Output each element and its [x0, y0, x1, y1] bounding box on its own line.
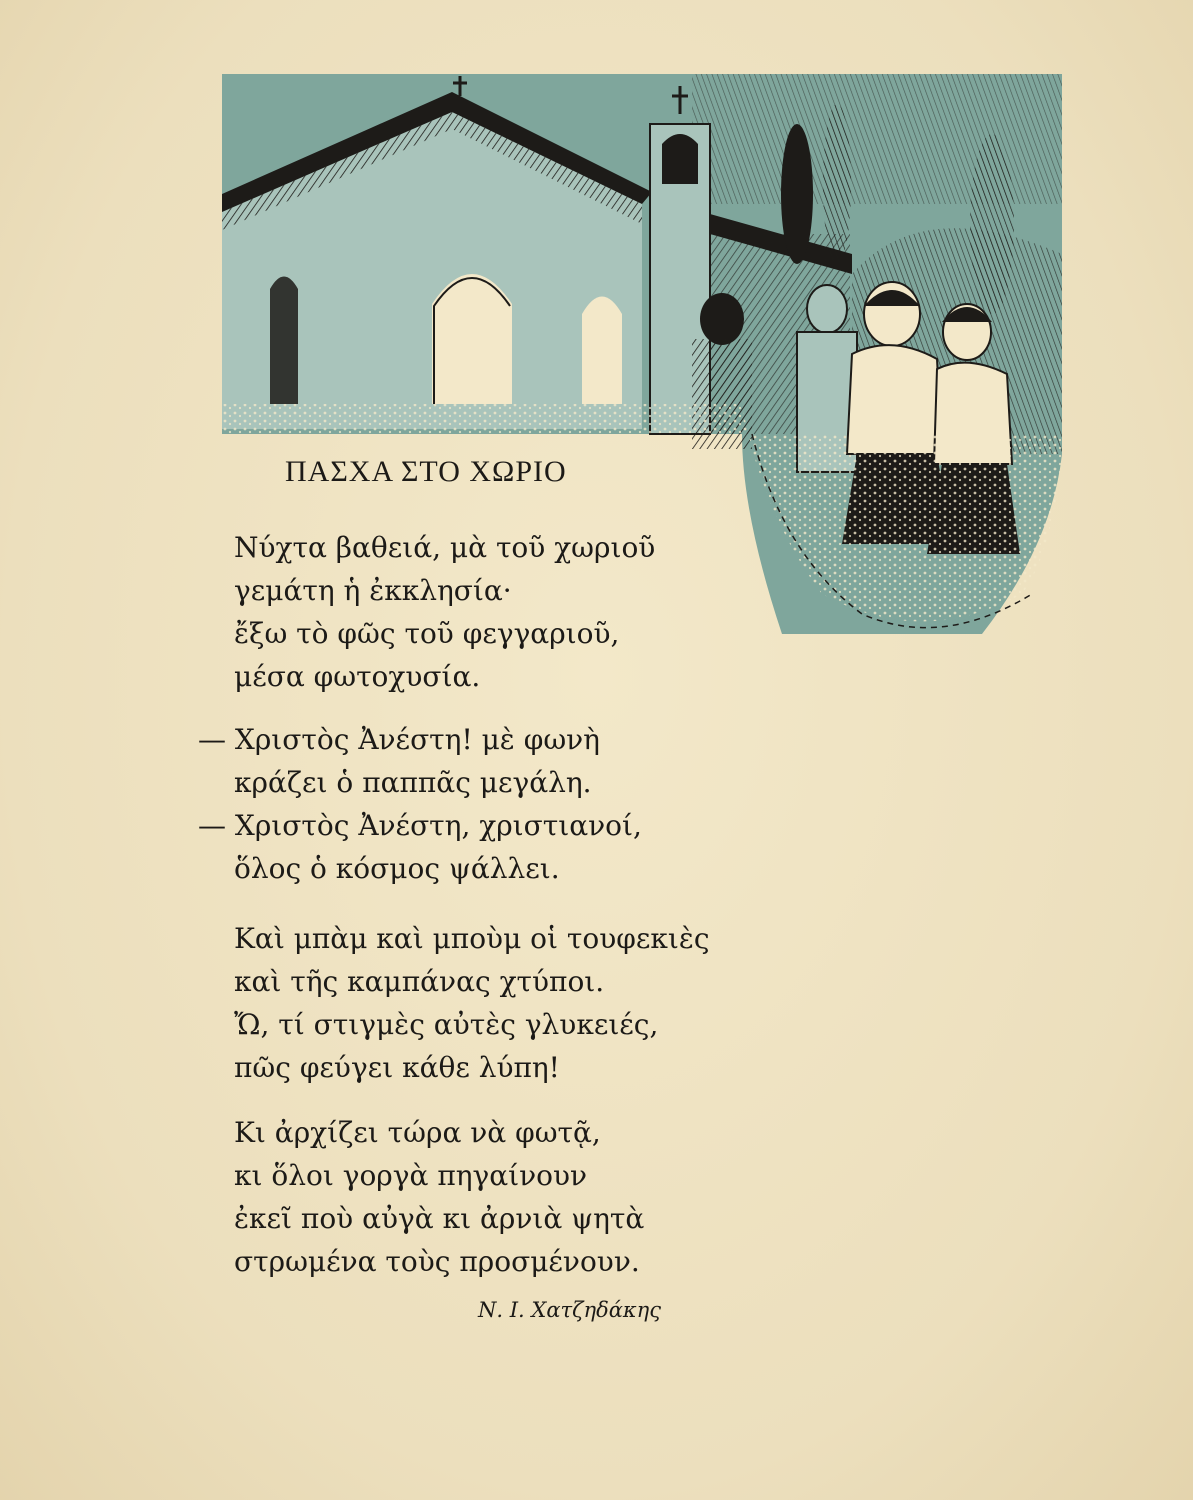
verse-line: γεμάτη ἡ ἐκκλησία· [234, 574, 512, 607]
verse-line: ἐκεῖ ποὺ αὐγὰ κι ἀρνιὰ ψητὰ [234, 1202, 645, 1235]
verse-line: κι ὅλοι γοργὰ πηγαίνουν [234, 1159, 588, 1192]
verse-line: Κι ἀρχίζει τώρα νὰ φωτᾷ, [234, 1116, 601, 1149]
verse-line: στρωμένα τοὺς προσμένουν. [234, 1245, 640, 1278]
stanza-4 [234, 1111, 794, 1283]
verse-line: Καὶ μπὰμ καὶ μποὺμ οἱ τουφεκιὲς [234, 922, 710, 955]
verse-line: πῶς φεύγει κάθε λύπη! [234, 1051, 560, 1084]
verse-line: καὶ τῆς καμπάνας χτύποι. [234, 965, 605, 998]
stanza-2 [198, 718, 794, 890]
author-signature: Ν. Ι. Χατζηδάκης [478, 1298, 662, 1322]
stanza-3 [234, 917, 794, 1089]
poem-title: ΠΑΣΧΑ ΣΤΟ ΧΩΡΙΟ [285, 455, 567, 488]
stanza-1 [234, 526, 794, 698]
verse-line: Νύχτα βαθειά, μὰ τοῦ χωριοῦ [234, 531, 656, 564]
verse-line: — Χριστὸς Ἀνέστη! μὲ φωνὴ [198, 723, 600, 756]
verse-line: Ὤ, τί στιγμὲς αὐτὲς γλυκειές, [234, 1008, 659, 1041]
verse-line: ἔξω τὸ φῶς τοῦ φεγγαριοῦ, [234, 617, 620, 650]
verse-line: ὅλος ὁ κόσμος ψάλλει. [234, 852, 560, 885]
verse-line: κράζει ὁ παππᾶς μεγάλη. [234, 766, 592, 799]
verse-line: — Χριστὸς Ἀνέστη, χριστιανοί, [198, 809, 642, 842]
verse-line: μέσα φωτοχυσία. [234, 660, 481, 693]
